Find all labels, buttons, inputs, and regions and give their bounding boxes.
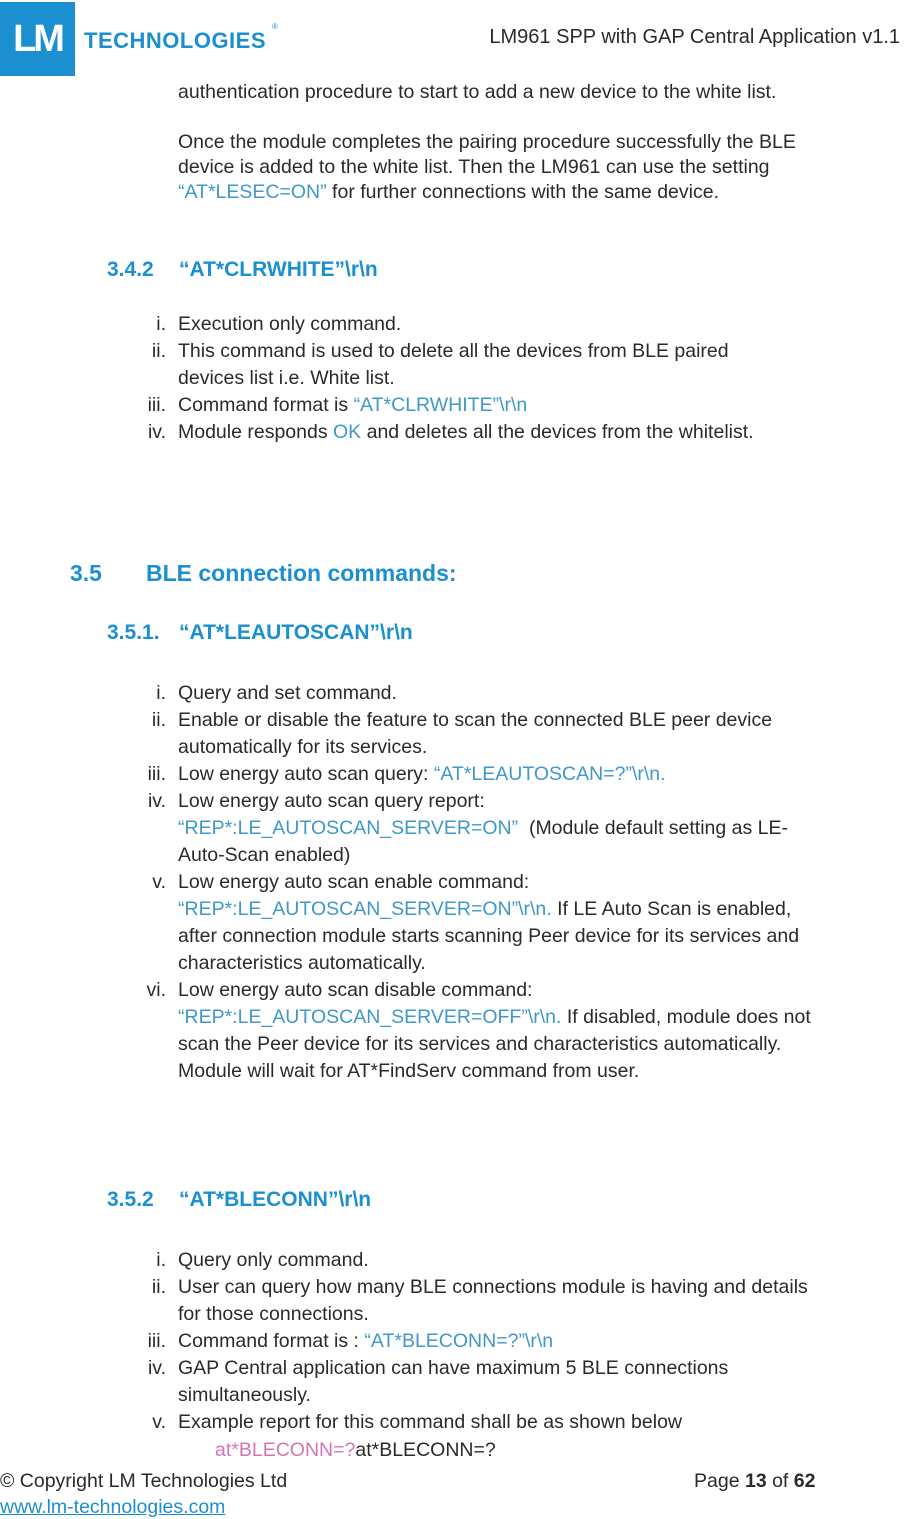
heading-number: 3.4.2	[107, 258, 154, 281]
list-item	[0, 977, 908, 1085]
intro-text-pre: Once the module completes the pairing procedure successfully the BLE device is added to the white list. Then the LM961 can use the setting	[178, 131, 796, 178]
list-marker: i.	[156, 1249, 166, 1271]
heading-title: “AT*BLECONN”\r\n	[179, 1188, 372, 1211]
footer-page-number	[694, 1470, 815, 1493]
document-title: LM961 SPP with GAP Central Application v1.1	[489, 26, 900, 48]
list-text: This command is used to delete all the devices from BLE paired devices list i.e. White list.	[178, 340, 729, 389]
text-pre: Command format is	[178, 394, 354, 416]
list-item	[0, 1274, 908, 1328]
list-marker: i.	[156, 313, 166, 335]
intro-code: “AT*LESEC=ON”	[178, 181, 327, 203]
list-text: Query and set command.	[178, 682, 397, 704]
text-post: (Module default setting as LE-Auto-Scan enabled)	[178, 817, 789, 866]
list-text	[178, 1328, 838, 1355]
text-post: and deletes all the devices from the whitelist.	[361, 421, 754, 443]
example-echo: at*BLECONN=?	[215, 1439, 356, 1461]
list-item	[0, 1355, 908, 1409]
heading-title: “AT*LEAUTOSCAN”\r\n	[179, 621, 413, 644]
example-command: at*BLECONN=?	[355, 1439, 496, 1461]
code-text: “AT*LEAUTOSCAN=?”\r\n.	[433, 763, 666, 785]
list-marker: vi.	[146, 979, 166, 1001]
list-item	[0, 680, 908, 707]
code-text: “AT*CLRWHITE”\r\n	[353, 394, 528, 416]
list-item	[0, 311, 908, 338]
list-text	[178, 761, 838, 788]
list-text	[178, 788, 808, 869]
heading-3-5-2	[107, 1188, 371, 1212]
page-current: 13	[744, 1470, 767, 1492]
heading-title: “AT*CLRWHITE”\r\n	[179, 258, 378, 281]
text-pre: Module responds	[178, 421, 334, 443]
text-pre: Low energy auto scan enable command:	[178, 871, 530, 893]
list-item	[0, 419, 908, 446]
example-command-line	[215, 1438, 496, 1463]
list-item	[0, 392, 908, 419]
list-text: Query only command.	[178, 1249, 369, 1271]
list-marker: iv.	[147, 1357, 166, 1379]
list-3-5-2	[0, 1247, 908, 1436]
text-pre: Low energy auto scan query report:	[178, 790, 485, 812]
list-marker: ii.	[151, 1276, 166, 1298]
list-marker: iii.	[147, 394, 166, 416]
heading-3-5-1	[107, 621, 413, 645]
list-marker: ii.	[151, 709, 166, 731]
intro-text-post: for further connections with the same device.	[326, 181, 720, 203]
list-text: Example report for this command shall be as shown below	[178, 1411, 682, 1433]
heading-3-4-2	[107, 258, 378, 282]
footer-website-link[interactable]: www.lm-technologies.com	[0, 1496, 226, 1518]
list-text: Execution only command.	[178, 313, 402, 335]
code-text: OK	[333, 421, 362, 443]
heading-number: 3.5	[70, 560, 102, 586]
text-post: If disabled, module does not scan the Peer device for its services and characteristics automatically. Module will wait for AT*FindServ command from user.	[178, 1006, 811, 1082]
list-item	[0, 788, 908, 869]
text-pre: Command format is :	[178, 1330, 365, 1352]
list-marker: ii.	[151, 340, 166, 362]
list-marker: iv.	[147, 790, 166, 812]
list-3-5-1	[0, 680, 908, 1085]
list-text: GAP Central application can have maximum 5 BLE connections simultaneously.	[178, 1357, 729, 1406]
list-marker: v.	[152, 871, 166, 893]
list-item	[0, 707, 908, 761]
list-marker: iii.	[147, 763, 166, 785]
list-item	[0, 1409, 908, 1436]
page-label: Page	[694, 1470, 745, 1492]
logo-registered-mark: ®	[272, 22, 278, 31]
code-text: “REP*:LE_AUTOSCAN_SERVER=ON”\r\n.	[178, 898, 552, 920]
code-text: “AT*BLECONN=?”\r\n	[364, 1330, 554, 1352]
text-pre: Low energy auto scan disable command:	[178, 979, 533, 1001]
list-marker: i.	[156, 682, 166, 704]
list-marker: iii.	[147, 1330, 166, 1352]
list-item	[0, 1328, 908, 1355]
code-text: “REP*:LE_AUTOSCAN_SERVER=OFF”\r\n.	[178, 1006, 562, 1028]
heading-number: 3.5.1.	[107, 621, 160, 644]
list-text	[178, 419, 838, 446]
list-item	[0, 761, 908, 788]
logo-mark: LM	[0, 2, 75, 76]
list-text: Enable or disable the feature to scan the connected BLE peer device automatically for its services.	[178, 709, 773, 758]
list-item	[0, 1247, 908, 1274]
list-marker: iv.	[147, 421, 166, 443]
footer-copyright: © Copyright LM Technologies Ltd	[0, 1470, 288, 1492]
list-item	[0, 338, 908, 392]
text-post: If LE Auto Scan is enabled, after connection module starts scanning Peer device for its services and characteristics automatically.	[178, 898, 800, 974]
list-text: User can query how many BLE connections module is having and details for those connections.	[178, 1276, 808, 1325]
page-total: 62	[793, 1470, 816, 1492]
list-text	[178, 869, 818, 977]
intro-paragraph-2	[178, 130, 848, 205]
list-marker: v.	[152, 1411, 166, 1433]
page-of: of	[766, 1470, 794, 1492]
list-item	[0, 869, 908, 977]
heading-3-5	[70, 560, 457, 587]
list-3-4-2	[0, 311, 908, 446]
logo-text: TECHNOLOGIES	[84, 28, 267, 53]
text-pre: Low energy auto scan query:	[178, 763, 434, 785]
list-text	[178, 392, 838, 419]
code-text: “REP*:LE_AUTOSCAN_SERVER=ON”	[178, 817, 519, 839]
heading-number: 3.5.2	[107, 1188, 154, 1211]
intro-paragraph-1: authentication procedure to start to add a new device to the white list.	[178, 81, 777, 103]
heading-title: BLE connection commands:	[146, 560, 457, 586]
list-text	[178, 977, 833, 1085]
